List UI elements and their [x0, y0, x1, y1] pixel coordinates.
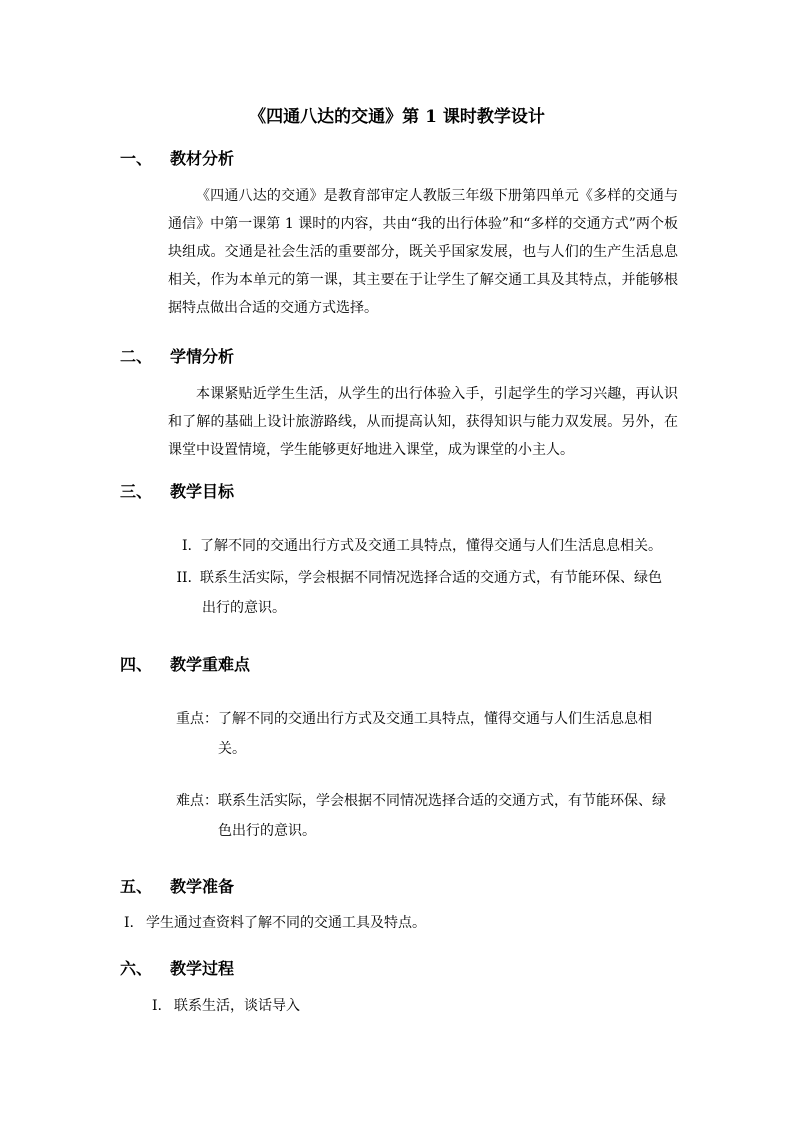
section-title: 教学重难点: [170, 655, 251, 674]
section-body-2: 本课紧贴近学生生活，从学生的出行体验入手，引起学生的学习兴趣，再认识和了解的基础上设计旅游路线，从而提高认知，获得知识与能力双发展。另外，在课堂中设置情境，学生能够更好地进入课堂，成为课堂的小主人。: [168, 386, 678, 458]
section-heading-4: [120, 652, 250, 678]
difficult-point-continued: 色出行的意识。: [218, 823, 316, 839]
section-heading-5: [120, 874, 234, 900]
difficult-point-text: 联系生活实际，学会根据不同情况选择合适的交通方式，有节能环保、绿: [218, 793, 666, 809]
list-marker: I.: [124, 915, 134, 931]
objective-item-2: [168, 564, 662, 592]
list-marker: I.: [182, 538, 192, 554]
section-number: 一、: [120, 149, 153, 168]
section-number: 六、: [120, 959, 153, 978]
key-point-continued: 关。: [218, 741, 246, 757]
key-point-item: [176, 705, 652, 733]
section-title: 学情分析: [170, 347, 235, 366]
section-heading-3: [120, 479, 234, 505]
objective-item-1: [168, 532, 662, 560]
preparation-item-1: [120, 909, 426, 937]
section-number: 五、: [120, 877, 153, 896]
list-marker: I.: [152, 998, 162, 1014]
section-number: 四、: [120, 655, 153, 674]
list-marker: II.: [176, 570, 192, 586]
process-text: 联系生活，谈话导入: [174, 998, 300, 1014]
section-heading-2: [120, 344, 234, 370]
objective-text: 了解不同的交通出行方式及交通工具特点，懂得交通与人们生活息息相关。: [200, 538, 662, 554]
section-number: 三、: [120, 482, 153, 501]
section-heading-1: [120, 146, 234, 172]
key-point-text: 了解不同的交通出行方式及交通工具特点，懂得交通与人们生活息息相: [218, 711, 652, 727]
section-title: 教学目标: [170, 482, 235, 501]
section-heading-6: [120, 956, 234, 982]
objective-text: 联系生活实际，学会根据不同情况选择合适的交通方式，有节能环保、绿色: [200, 570, 662, 586]
section-number: 二、: [120, 347, 153, 366]
preparation-text: 学生通过查资料了解不同的交通工具及特点。: [146, 915, 426, 931]
section-title: 教学准备: [170, 877, 235, 896]
objective-item-2-continued: 出行的意识。: [202, 600, 286, 616]
section-title: 教材分析: [170, 149, 235, 168]
difficult-point-label: 难点：: [176, 793, 218, 809]
difficult-point-item: [176, 787, 666, 815]
process-item-1: [148, 992, 300, 1020]
section-body-1: 《四通八达的交通》是教育部审定人教版三年级下册第四单元《多样的交通与通信》中第一课第 1 课时的内容，共由“我的出行体验”和“多样的交通方式”两个板块组成。交通是社会生活的重要部分，既关乎国家发展，也与人们的生产生活息息相关，作为本单元的第一课，其主要在于让学生了解交通工具及其特点，并能够根据特点做出合适的交通方式选择。: [168, 188, 678, 316]
document-title: 《四通八达的交通》第 1 课时教学设计: [249, 107, 545, 127]
key-point-label: 重点：: [176, 711, 218, 727]
section-title: 教学过程: [170, 959, 235, 978]
